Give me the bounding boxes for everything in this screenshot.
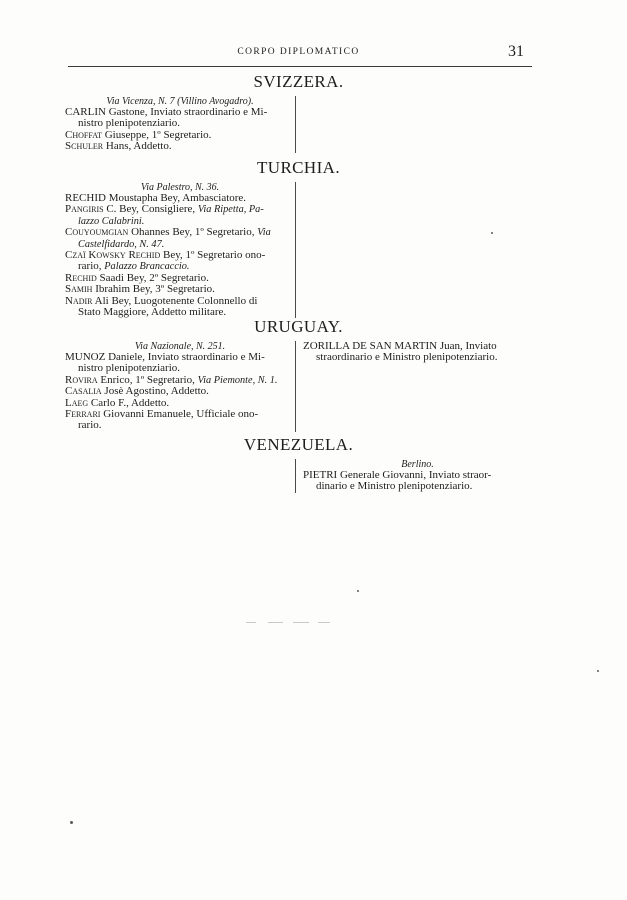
personnel-entry (65, 296, 295, 319)
entry-text: PIETRI Generale Giovanni, Inviato straor- (303, 468, 492, 481)
entry-text: Hans, Addetto. (103, 140, 172, 153)
entry-text: Ali Bey, Luogotenente Colonnello di (92, 294, 258, 307)
entry-text: MUNOZ Daniele, Inviato straordinario e Mi- (65, 350, 265, 363)
entry-text: Giuseppe, 1º Segretario. (101, 128, 212, 141)
country-section (65, 435, 532, 493)
two-column-body (65, 459, 532, 493)
entry-text: dinario e Ministro plenipotenziario. (316, 480, 473, 493)
personnel-entry (65, 107, 295, 130)
two-column-body (65, 182, 532, 319)
right-column (295, 182, 532, 319)
surname-small-caps: Couyoumgian (65, 226, 129, 239)
left-column (65, 182, 295, 319)
entry-text: straordinario e Ministro plenipotenziario. (316, 350, 498, 363)
country-section (65, 158, 532, 318)
entry-text: Bey, 1º Segretario ono- (160, 248, 266, 261)
entry-line (303, 352, 532, 363)
embassy-address: Berlino. (401, 458, 434, 470)
italic-text: Palazzo Brancaccio. (104, 261, 190, 273)
right-column (295, 341, 532, 432)
scan-artifact (268, 622, 283, 623)
right-column (295, 459, 532, 493)
left-column (65, 459, 295, 493)
surname-small-caps: Czaï Kowsky Rechid (65, 248, 161, 261)
entry-text: CARLIN Gastone, Inviato straordinario e Mi- (65, 105, 268, 118)
scan-artifact (318, 622, 330, 623)
embassy-address: Via Nazionale, N. 251. (134, 340, 226, 352)
italic-text: Via (257, 227, 271, 239)
header-rule (68, 66, 532, 67)
country-section (65, 72, 532, 153)
entry-text: rario, (78, 260, 105, 273)
embassy-address: Via Palestro, N. 36. (140, 181, 220, 193)
entry-text: nistro plenipotenziario. (78, 362, 181, 375)
entry-text: Stato Maggiore, Addetto militare. (78, 305, 227, 318)
personnel-entry (65, 204, 295, 227)
left-column (65, 96, 295, 153)
surname-small-caps: Pangiris (65, 203, 104, 216)
entry-text: Ohannes Bey, 1º Segretario, (128, 226, 258, 239)
surname-small-caps: Nadir (65, 294, 93, 307)
scan-speck (70, 821, 73, 824)
personnel-entry (65, 141, 295, 152)
italic-text: lazzo Calabrini. (78, 215, 145, 227)
entry-text: C. Bey, Consigliere, (103, 203, 198, 216)
surname-small-caps: Ferrari (65, 407, 101, 420)
entry-text: Carlo F., Addetto. (88, 396, 170, 409)
right-column (295, 96, 532, 153)
personnel-entry (303, 470, 532, 493)
country-heading: SVIZZERA. (253, 72, 344, 91)
scan-speck (491, 232, 493, 234)
country-heading: URUGUAY. (254, 317, 343, 336)
two-column-body (65, 96, 532, 153)
page-number: 31 (508, 43, 524, 60)
surname-small-caps: Casalia (65, 385, 102, 398)
entry-text: Giovanni Emanuele, Ufficiale ono- (100, 407, 259, 420)
entry-line (65, 204, 295, 215)
entry-line (65, 420, 295, 431)
surname-small-caps: Rovira (65, 373, 98, 386)
country-section (65, 317, 532, 432)
scan-artifact (246, 622, 256, 623)
running-header-title: CORPO DIPLOMATICO (237, 47, 360, 57)
surname-small-caps: Samih (65, 283, 93, 296)
italic-text: Via Ripetta, Pa- (197, 204, 264, 216)
country-heading: VENEZUELA. (243, 435, 354, 454)
entry-text: RECHID Moustapha Bey, Ambasciatore. (65, 191, 247, 204)
embassy-address: Via Vicenza, N. 7 (Villino Avogadro). (106, 95, 254, 107)
scan-artifact (293, 622, 309, 623)
entry-line (65, 141, 295, 152)
two-column-body (65, 341, 532, 432)
entry-text: ZORILLA DE SAN MARTIN Juan, Inviato (303, 339, 497, 352)
entry-line (65, 227, 295, 238)
entry-text: rario. (78, 419, 102, 432)
left-column (65, 341, 295, 432)
surname-small-caps: Rechid (65, 271, 97, 284)
surname-small-caps: Schuler (65, 140, 104, 153)
italic-text: Via Piemonte, N. 1. (197, 374, 278, 386)
entry-text: Enrico, 1º Segretario, (97, 373, 198, 386)
personnel-entry (65, 227, 295, 250)
italic-text: Castelfidardo, N. 47. (78, 238, 165, 250)
entry-text: Ibrahim Bey, 3º Segretario. (92, 283, 215, 296)
personnel-entry (65, 409, 295, 432)
scan-speck (357, 590, 359, 592)
entry-text: Josè Agostino, Addetto. (101, 385, 209, 398)
surname-small-caps: Choffat (65, 128, 102, 141)
country-heading: TURCHIA. (256, 158, 340, 177)
entry-line (303, 481, 532, 492)
entry-text: Saadi Bey, 2º Segretario. (96, 271, 209, 284)
personnel-entry (65, 352, 295, 375)
surname-small-caps: Laeg (65, 396, 89, 409)
personnel-entry (303, 341, 532, 364)
scan-speck (597, 670, 599, 672)
personnel-entry (65, 250, 295, 273)
entry-text: nistro plenipotenziario. (78, 117, 181, 130)
